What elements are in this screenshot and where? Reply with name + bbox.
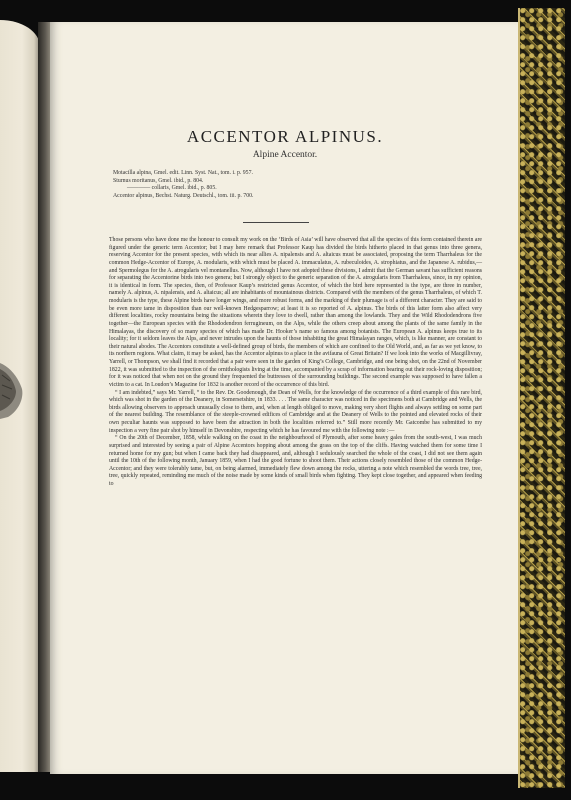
divider-rule [243, 222, 309, 223]
marbled-edge [520, 8, 565, 788]
paragraph: Those persons who have done me the honour to consult my work on the ‘Birds of Asia’ will have observed that all the species of this form contained therein are figured under the generic term Accentor; but I may here remark that Professor Kaup has divided the birds hitherto placed in that genus into three genera, reserving Accentor for the present species, with which its near allies A. nipalensis and A. altaicus must be associated, proposing the term Tharrhaleus for the common Hedge-Accentor of Europe, A. modularis, with which must be placed A. immaculatus, A. rubeculoides, A. strophiatus, and the Japanese A. rubidus,—and Spermolegus for the A. atrogularis vel montanellus. Now, although I have not adopted these divisions, I admit that the German savant has sufficient reasons for separating the Accentorine birds into two genera; but I strongly object to the generic separation of the A. atrogularis from Tharrhaleus, since, in my opinion, it is identical in form. The species, then, of Professor Kaup’s restricted genus Accentor, of which the bird here represented is the type, are three in number, namely A. alpinus, A. nipalensis, and A. altaicus; all are inhabitants of mountainous districts. Compared with the members of the genus Tharrhaleus, of which T. modularis is the type, these Alpine birds have longer wings, and more robust forms, and the marking of their plumage is of a different character. They are said to be even more tame in disposition than our well-known Hedgesparrow; at least it is so reported of A. alpinus. The birds of this latter form also affect very different localities, rocky mountains being the situations wherein they love to dwell, rather than among the lowlands. They and the Wild Rhododendrons five together—the European species with the Rhododendron ferrugineum, on the Alps, while the others creep about among the plants of the same family in the Himalayas, the discovery of so many species of which has made Dr. Hooker’s name so famous among botanists. The European A. alpinus keeps true to its locality; for it seldom leaves the Alps, and never intrudes upon the haunts of those inhabiting the great Himalayan ranges, which, is like manner, are constant to their natural abodes. The Accentors constitute a well-defined group of birds, the members of which are confined to the Old World, and, as far as we yet know, to its northern regions. What claim, it may be asked, has the Accentor alpinus to a place in the avifauna of Great Britain? If we look into the works of Macgillivray, Yarrell, or Thompson, we shall find it recorded that a pair were seen in the garden of King’s College, Cambridge, and one being shot, on the 22nd of November 1822, it was submitted to the inspection of the ornithologists living at the time, accompanied by a scrap of information bearing out their rock-loving disposition; for it was noticed that when not on the ground they frequented the buttresses of the surrounding buildings. The second example was supposed to have fallen a victim to a cat. In Loudon’s Magazine for 1832 is another record of the occurrence of this bird. [109, 237, 482, 388]
synonym-line: ———— collaris, Gmel. ibid., p. 805. [127, 185, 217, 192]
facing-page [0, 20, 40, 772]
body-text [109, 237, 482, 489]
synonym-line: Accentor alpinus, Bechst. Naturg. Deutschl., tom. iii. p. 700. [113, 192, 254, 199]
bird-illustration-fragment [0, 355, 26, 425]
paragraph: “ I am indebted,” says Mr. Yarrell, “ to the Rev. Dr. Goodenough, the Dean of Wells, for the knowledge of the occurrence of a third example of this rare bird, which was shot in the garden of the Deanery, in Somersetshire, in 1833. . . . The same character was noticed in the specimens both at Cambridge and Wells, the birds allowing observers to approach unusually close to them, and, when at length obliged to move, making very short flights and always settling on some part of the nearest building. The resemblance of the steeple-crowned edifices of Cambridge and at the Deanery of Wells to the pointed and elevated rocks of their own peculiar haunts was supposed to have been the attraction in both the localities referred to.” Still more recently Mr. Gatcombe has submitted to my inspection a very fine pair shot by himself in Devonshire, respecting which he has favoured me with the following note :— [109, 389, 482, 434]
page-subtitle: Alpine Accentor. [252, 150, 318, 160]
synonym-line: Sturnus moritanus, Gmel. ibid., p. 804. [113, 177, 204, 184]
synonym-line: Motacilla alpina, Gmel. edit. Linn. Syst. Nat., tom. i. p. 957. [113, 170, 253, 176]
page-title: ACCENTOR ALPINUS. [186, 127, 384, 146]
paragraph: “ On the 20th of December, 1858, while walking on the coast in the neighbourhood of Plymouth, after some heavy gales from the south-west, I was much surprised and interested by seeing a pair of Alpine Accentors hopping about among the grass on the top of the cliffs. Having watched them for some time I returned home for my gun; but when I came back they had disappeared, and, although I sedulously searched the whole of the coast, I did not see them again until the 10th of the following month, January 1859, when I had the good fortune to shoot them. Their actions closely resembled those of the common Hedge-Accentor; and they were tolerably tame, but, on being alarmed, immediately flew down among the rocks, uttering a note which resembled the words tree, tree, tree, quickly repeated, reminding me much of the noise made by some kinds of small birds when fighting. They kept close together, and appeared when feeding to [109, 435, 482, 487]
synonymy-list [113, 170, 253, 200]
